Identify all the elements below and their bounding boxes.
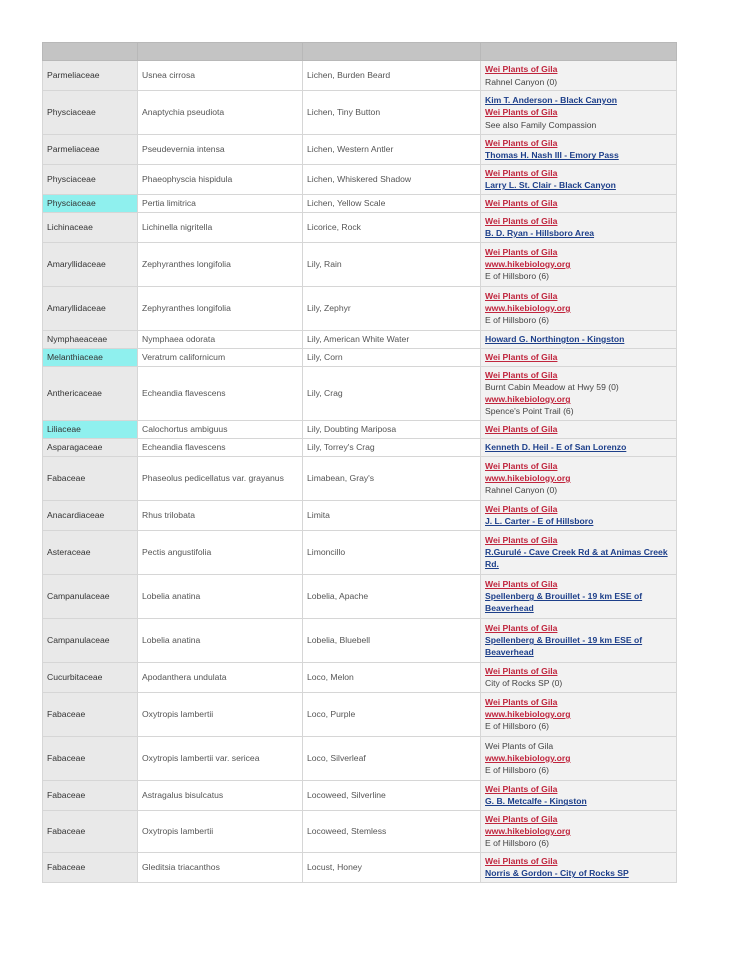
location-text: Rahnel Canyon (0) bbox=[485, 485, 558, 496]
location-text: E of Hillsboro (6) bbox=[485, 838, 549, 849]
common-name-cell: Lichen, Whiskered Shadow bbox=[303, 164, 481, 194]
locations-cell bbox=[481, 692, 677, 736]
scientific-name-cell: Veratrum californicum bbox=[138, 348, 303, 366]
location-link[interactable]: Wei Plants of Gila bbox=[485, 138, 558, 148]
family-cell: Fabaceae bbox=[43, 736, 138, 780]
scientific-name-cell: Echeandia flavescens bbox=[138, 366, 303, 420]
location-link[interactable]: www.hikebiology.org bbox=[485, 826, 571, 837]
common-name-cell: Lily, Torrey's Crag bbox=[303, 438, 481, 456]
family-cell: Fabaceae bbox=[43, 780, 138, 810]
location-link[interactable]: Howard G. Northington - Kingston bbox=[485, 333, 625, 344]
location-link[interactable]: G. B. Metcalfe - Kingston bbox=[485, 796, 587, 807]
location-link[interactable]: Wei Plants of Gila bbox=[485, 665, 558, 676]
table-row bbox=[43, 500, 677, 530]
family-cell: Campanulaceae bbox=[43, 618, 138, 662]
location-text: Burnt Cabin Meadow at Hwy 59 (0) bbox=[485, 381, 619, 392]
locations-cell bbox=[481, 212, 677, 242]
location-link[interactable]: www.hikebiology.org bbox=[485, 258, 571, 269]
family-cell: Melanthiaceae bbox=[43, 348, 138, 366]
table-row bbox=[43, 736, 677, 780]
common-name-cell: Lobelia, Apache bbox=[303, 574, 481, 618]
location-link[interactable]: Wei Plants of Gila bbox=[485, 460, 558, 471]
common-name-cell: Limoncillo bbox=[303, 530, 481, 574]
table-row bbox=[43, 662, 677, 692]
location-link[interactable]: www.hikebiology.org bbox=[485, 394, 571, 405]
table-row bbox=[43, 242, 677, 286]
common-name-cell: Lily, Doubting Mariposa bbox=[303, 420, 481, 438]
location-link[interactable]: Wei Plants of Gila bbox=[485, 369, 558, 380]
location-link[interactable]: Wei Plants of Gila bbox=[485, 167, 558, 178]
location-link[interactable]: Wei Plants of Gila bbox=[485, 622, 558, 633]
table-row bbox=[43, 91, 677, 135]
common-name-cell: Lichen, Western Antler bbox=[303, 135, 481, 165]
locations-cell bbox=[481, 330, 677, 348]
table-row bbox=[43, 456, 677, 500]
scientific-name-cell: Lobelia anatina bbox=[138, 574, 303, 618]
scientific-name-cell: Pectis angustifolia bbox=[138, 530, 303, 574]
common-name-cell: Limita bbox=[303, 500, 481, 530]
family-cell: Parmeliaceae bbox=[43, 61, 138, 91]
header-cell-scientific bbox=[138, 43, 303, 61]
locations-cell bbox=[481, 456, 677, 500]
locations-cell bbox=[481, 91, 677, 135]
table-row bbox=[43, 348, 677, 366]
location-text: E of Hillsboro (6) bbox=[485, 721, 549, 732]
common-name-cell: Loco, Purple bbox=[303, 692, 481, 736]
common-name-cell: Lily, American White Water bbox=[303, 330, 481, 348]
locations-cell bbox=[481, 286, 677, 330]
table-row bbox=[43, 438, 677, 456]
location-link[interactable]: Wei Plants of Gila bbox=[485, 783, 558, 794]
header-row bbox=[43, 43, 677, 61]
common-name-cell: Lily, Corn bbox=[303, 348, 481, 366]
locations-cell bbox=[481, 852, 677, 882]
common-name-cell: Locust, Honey bbox=[303, 852, 481, 882]
scientific-name-cell: Lobelia anatina bbox=[138, 618, 303, 662]
table-row bbox=[43, 135, 677, 165]
scientific-name-cell: Phaseolus pedicellatus var. grayanus bbox=[138, 456, 303, 500]
family-cell: Physciaceae bbox=[43, 91, 138, 135]
scientific-name-cell: Pseudevernia intensa bbox=[138, 135, 303, 165]
scientific-name-cell: Phaeophyscia hispidula bbox=[138, 164, 303, 194]
plant-list-sheet bbox=[42, 42, 676, 883]
location-link[interactable]: Wei Plants of Gila bbox=[485, 215, 558, 226]
scientific-name-cell: Oxytropis lambertii bbox=[138, 810, 303, 852]
header-cell-common bbox=[303, 43, 481, 61]
scientific-name-cell: Nymphaea odorata bbox=[138, 330, 303, 348]
family-cell: Asparagaceae bbox=[43, 438, 138, 456]
common-name-cell: Limabean, Gray's bbox=[303, 456, 481, 500]
location-text: E of Hillsboro (6) bbox=[485, 765, 549, 776]
location-link[interactable]: Norris & Gordon - City of Rocks SP bbox=[485, 868, 629, 879]
location-link[interactable]: Wei Plants of Gila bbox=[485, 351, 558, 362]
location-text: Wei Plants of Gila bbox=[485, 740, 554, 751]
family-cell: Anthericaceae bbox=[43, 366, 138, 420]
common-name-cell: Lichen, Yellow Scale bbox=[303, 194, 481, 212]
location-link[interactable]: Kim T. Anderson - Black Canyon bbox=[485, 95, 617, 106]
scientific-name-cell: Zephyranthes longifolia bbox=[138, 242, 303, 286]
family-cell: Lichinaceae bbox=[43, 212, 138, 242]
family-cell: Fabaceae bbox=[43, 852, 138, 882]
table-row bbox=[43, 852, 677, 882]
location-text: Rahnel Canyon (0) bbox=[485, 76, 558, 87]
table-row bbox=[43, 61, 677, 91]
plant-table bbox=[42, 42, 677, 883]
scientific-name-cell: Anaptychia pseudiota bbox=[138, 91, 303, 135]
scientific-name-cell: Rhus trilobata bbox=[138, 500, 303, 530]
locations-cell bbox=[481, 736, 677, 780]
common-name-cell: Lily, Zephyr bbox=[303, 286, 481, 330]
location-link[interactable]: Wei Plants of Gila bbox=[485, 855, 558, 866]
locations-cell bbox=[481, 135, 677, 165]
locations-cell bbox=[481, 420, 677, 438]
scientific-name-cell: Zephyranthes longifolia bbox=[138, 286, 303, 330]
table-row bbox=[43, 618, 677, 662]
table-row bbox=[43, 810, 677, 852]
table-row bbox=[43, 366, 677, 420]
location-link[interactable]: Thomas H. Nash III - Emory Pass bbox=[485, 150, 619, 161]
locations-cell bbox=[481, 574, 677, 618]
location-text: See also Family Compassion bbox=[485, 119, 597, 130]
scientific-name-cell: Pertia limitrica bbox=[138, 194, 303, 212]
common-name-cell: Lily, Crag bbox=[303, 366, 481, 420]
scientific-name-cell: Astragalus bisulcatus bbox=[138, 780, 303, 810]
location-link[interactable]: www.hikebiology.org bbox=[485, 709, 571, 720]
table-row bbox=[43, 286, 677, 330]
location-link[interactable]: Larry L. St. Clair - Black Canyon bbox=[485, 180, 616, 191]
scientific-name-cell: Oxytropis lambertii var. sericea bbox=[138, 736, 303, 780]
locations-cell bbox=[481, 780, 677, 810]
location-link[interactable]: Spellenberg & Brouillet - 19 km ESE of Beaverhead bbox=[485, 635, 643, 658]
location-link[interactable]: R.Gurulé - Cave Creek Rd & at Animas Creek Rd. bbox=[485, 547, 668, 570]
family-cell: Fabaceae bbox=[43, 456, 138, 500]
table-row bbox=[43, 780, 677, 810]
family-cell: Amaryllidaceae bbox=[43, 286, 138, 330]
location-link[interactable]: Wei Plants of Gila bbox=[485, 534, 558, 545]
scientific-name-cell: Apodanthera undulata bbox=[138, 662, 303, 692]
common-name-cell: Lobelia, Bluebell bbox=[303, 618, 481, 662]
location-link[interactable]: Wei Plants of Gila bbox=[485, 696, 558, 707]
locations-cell bbox=[481, 500, 677, 530]
locations-cell bbox=[481, 242, 677, 286]
table-row bbox=[43, 194, 677, 212]
table-row bbox=[43, 692, 677, 736]
locations-cell bbox=[481, 530, 677, 574]
common-name-cell: Lily, Rain bbox=[303, 242, 481, 286]
family-cell: Anacardiaceae bbox=[43, 500, 138, 530]
header-cell-locations bbox=[481, 43, 677, 61]
scientific-name-cell: Usnea cirrosa bbox=[138, 61, 303, 91]
locations-cell bbox=[481, 438, 677, 456]
location-text: Spence's Point Trail (6) bbox=[485, 406, 574, 417]
table-row bbox=[43, 164, 677, 194]
scientific-name-cell: Calochortus ambiguus bbox=[138, 420, 303, 438]
locations-cell bbox=[481, 61, 677, 91]
family-cell: Cucurbitaceae bbox=[43, 662, 138, 692]
location-link[interactable]: Wei Plants of Gila bbox=[485, 503, 558, 514]
location-link[interactable]: www.hikebiology.org bbox=[485, 302, 571, 313]
locations-cell bbox=[481, 810, 677, 852]
common-name-cell: Locoweed, Silverline bbox=[303, 780, 481, 810]
table-body bbox=[43, 61, 677, 883]
location-link[interactable]: Wei Plants of Gila bbox=[485, 246, 558, 257]
location-link[interactable]: Spellenberg & Brouillet - 19 km ESE of Beaverhead bbox=[485, 591, 643, 614]
location-link[interactable]: www.hikebiology.org bbox=[485, 473, 571, 484]
location-link[interactable]: www.hikebiology.org bbox=[485, 753, 571, 764]
family-cell: Parmeliaceae bbox=[43, 135, 138, 165]
table-row bbox=[43, 212, 677, 242]
common-name-cell: Locoweed, Stemless bbox=[303, 810, 481, 852]
location-link[interactable]: Wei Plants of Gila bbox=[485, 424, 558, 435]
family-cell: Fabaceae bbox=[43, 810, 138, 852]
location-link[interactable]: Kenneth D. Heil - E of San Lorenzo bbox=[485, 442, 627, 453]
location-text: E of Hillsboro (6) bbox=[485, 315, 549, 326]
family-cell: Amaryllidaceae bbox=[43, 242, 138, 286]
locations-cell bbox=[481, 618, 677, 662]
location-link[interactable]: Wei Plants of Gila bbox=[485, 813, 558, 824]
family-cell: Asteraceae bbox=[43, 530, 138, 574]
common-name-cell: Licorice, Rock bbox=[303, 212, 481, 242]
table-header bbox=[43, 43, 677, 61]
location-link[interactable]: Wei Plants of Gila bbox=[485, 107, 558, 118]
header-cell-family bbox=[43, 43, 138, 61]
table-row bbox=[43, 330, 677, 348]
common-name-cell: Loco, Silverleaf bbox=[303, 736, 481, 780]
locations-cell bbox=[481, 194, 677, 212]
location-text: E of Hillsboro (6) bbox=[485, 271, 549, 282]
family-cell: Physciaceae bbox=[43, 164, 138, 194]
location-link[interactable]: J. L. Carter - E of Hillsboro bbox=[485, 516, 594, 527]
scientific-name-cell: Oxytropis lambertii bbox=[138, 692, 303, 736]
table-row bbox=[43, 420, 677, 438]
family-cell: Fabaceae bbox=[43, 692, 138, 736]
location-text: City of Rocks SP (0) bbox=[485, 678, 563, 689]
table-row bbox=[43, 530, 677, 574]
locations-cell bbox=[481, 164, 677, 194]
scientific-name-cell: Gleditsia triacanthos bbox=[138, 852, 303, 882]
scientific-name-cell: Echeandia flavescens bbox=[138, 438, 303, 456]
common-name-cell: Lichen, Burden Beard bbox=[303, 61, 481, 91]
common-name-cell: Lichen, Tiny Button bbox=[303, 91, 481, 135]
family-cell: Nymphaeaceae bbox=[43, 330, 138, 348]
location-link[interactable]: Wei Plants of Gila bbox=[485, 64, 558, 75]
family-cell: Liliaceae bbox=[43, 420, 138, 438]
location-link[interactable]: Wei Plants of Gila bbox=[485, 197, 558, 208]
locations-cell bbox=[481, 348, 677, 366]
common-name-cell: Loco, Melon bbox=[303, 662, 481, 692]
locations-cell bbox=[481, 366, 677, 420]
scientific-name-cell: Lichinella nigritella bbox=[138, 212, 303, 242]
family-cell: Campanulaceae bbox=[43, 574, 138, 618]
location-link[interactable]: Wei Plants of Gila bbox=[485, 578, 558, 589]
location-link[interactable]: Wei Plants of Gila bbox=[485, 290, 558, 301]
locations-cell bbox=[481, 662, 677, 692]
table-row bbox=[43, 574, 677, 618]
location-link[interactable]: B. D. Ryan - Hillsboro Area bbox=[485, 228, 595, 239]
family-cell: Physciaceae bbox=[43, 194, 138, 212]
